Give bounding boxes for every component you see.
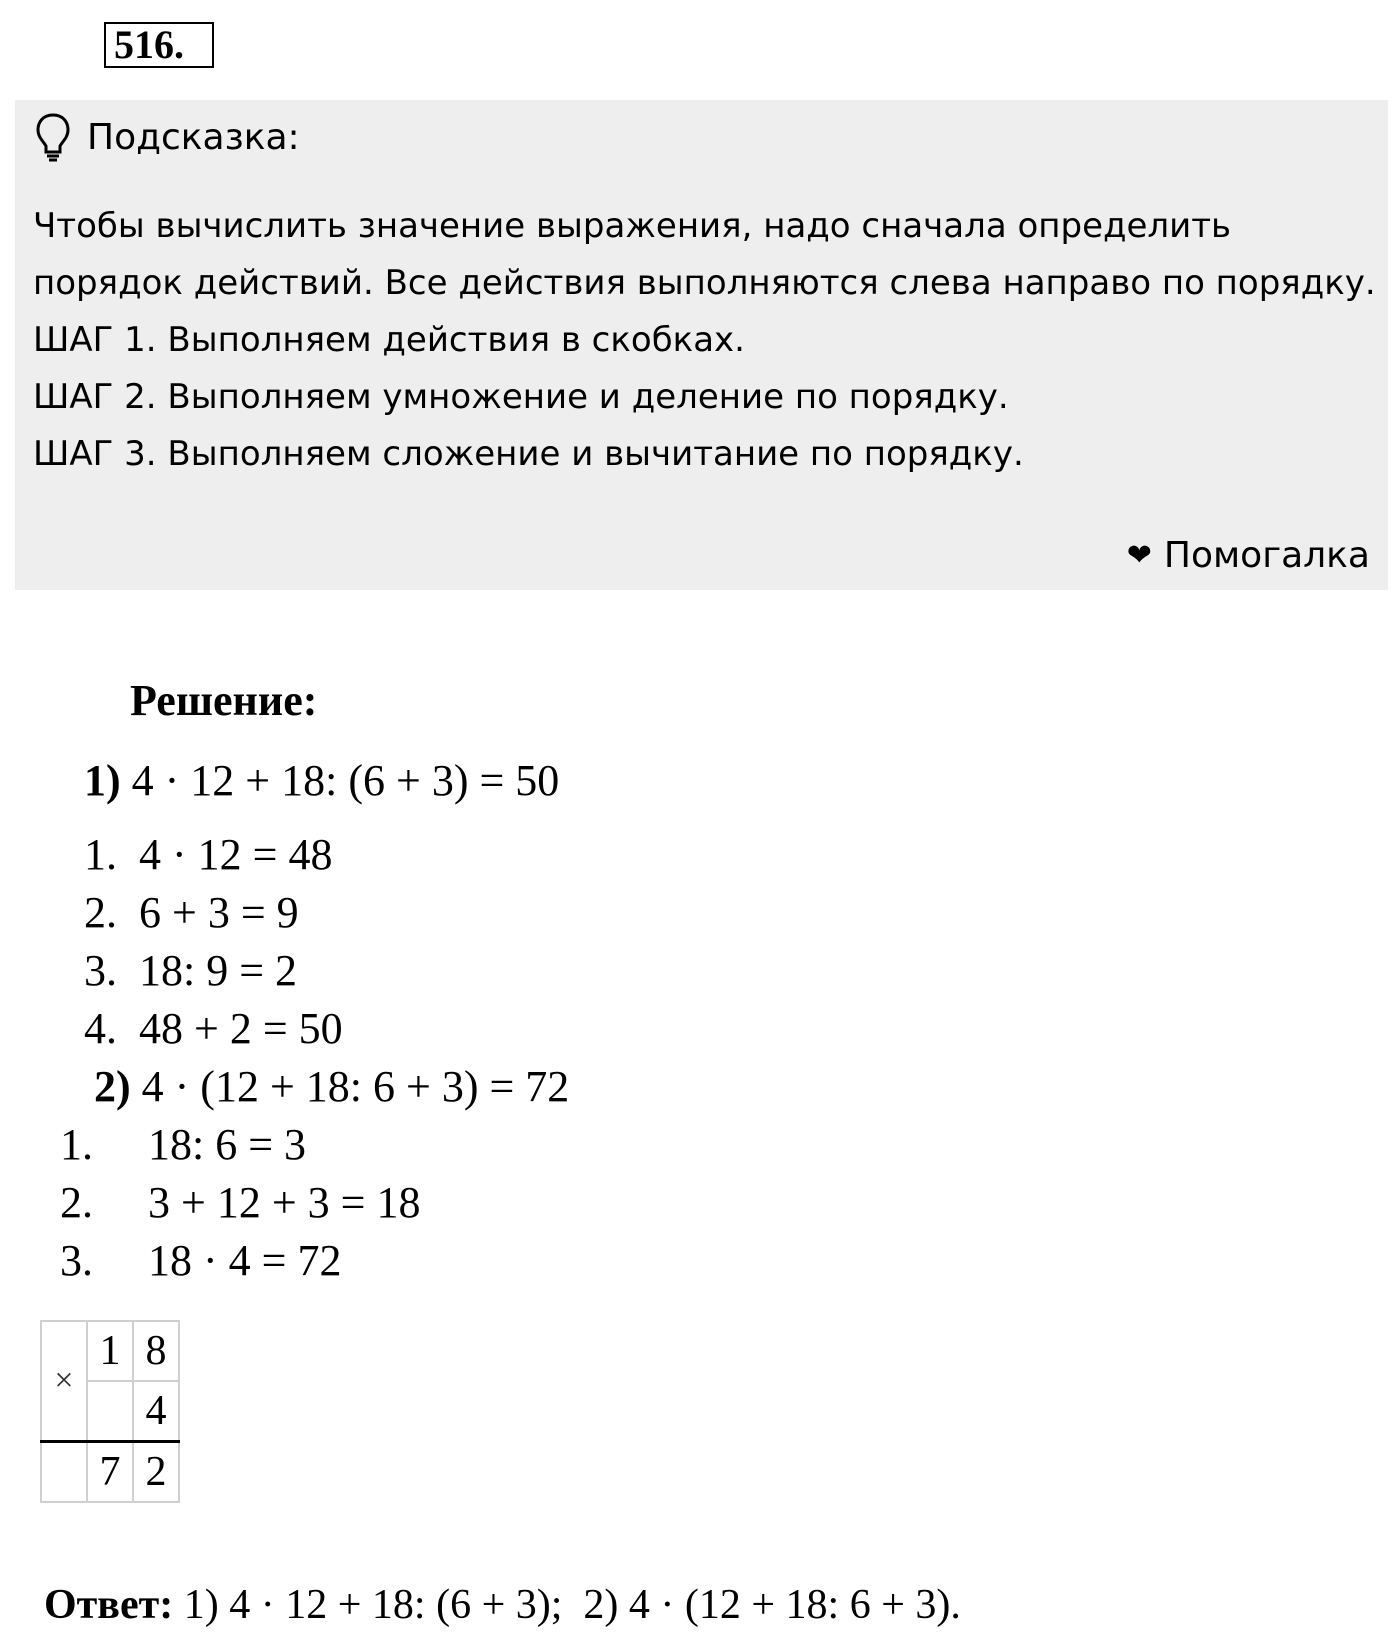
hint-step-1 — [33, 312, 1378, 369]
hint-body — [33, 198, 1378, 483]
grid-cell — [41, 1442, 87, 1503]
times-sign: × — [41, 1321, 87, 1442]
part1-step: 3. 18: 9 = 2 — [84, 946, 298, 995]
grid-cell — [87, 1381, 133, 1442]
part1-expr: 4 · 12 + 18: (6 + 3) = 50 — [120, 756, 560, 805]
part1-step: 4. 48 + 2 = 50 — [84, 1004, 343, 1053]
part2-expression — [94, 1062, 569, 1112]
part2-step: 3. 18 · 4 = 72 — [60, 1236, 342, 1285]
step-label: ШАГ 3. — [33, 434, 157, 474]
part1-step: 1. 4 · 12 = 48 — [84, 830, 333, 879]
part1-step: 2. 6 + 3 = 9 — [84, 888, 299, 937]
hint-title-text: Подсказка: — [87, 117, 300, 158]
brand-name: Помогалка — [1163, 535, 1370, 576]
step-text: Выполняем сложение и вычитание по порядку. — [156, 434, 1024, 474]
step-label: ШАГ 2. — [33, 377, 157, 417]
part1-expression — [84, 756, 559, 806]
hint-title — [35, 112, 300, 164]
grid-cell: 4 — [133, 1381, 179, 1442]
grid-cell: 7 — [87, 1442, 133, 1503]
heart-icon: ❤ — [1126, 538, 1152, 573]
solution-heading: Решение: — [130, 676, 318, 725]
step-label: ШАГ 1. — [33, 320, 157, 360]
grid-cell: 8 — [133, 1321, 179, 1381]
part2-step: 1. 18: 6 = 3 — [60, 1120, 307, 1169]
answer-label: Ответ: — [44, 1582, 174, 1628]
part2-label: 2) — [94, 1062, 131, 1111]
answer — [44, 1580, 961, 1630]
bulb-icon — [35, 112, 71, 164]
grid-cell: 1 — [87, 1321, 133, 1381]
grid-cell: 2 — [133, 1442, 179, 1503]
part1-label: 1) — [84, 756, 121, 805]
answer-text: 1) 4 · 12 + 18: (6 + 3); 2) 4 · (12 + 18: 6 + 3). — [173, 1582, 961, 1628]
hint-box — [15, 100, 1388, 590]
part2-expr: 4 · (12 + 18: 6 + 3) = 72 — [130, 1062, 570, 1111]
multiplication-grid — [40, 1320, 180, 1503]
step-text: Выполняем умножение и деление по порядку. — [156, 377, 1009, 417]
part2-step: 2. 3 + 12 + 3 = 18 — [60, 1178, 421, 1227]
hint-step-3 — [33, 426, 1378, 483]
step-text: Выполняем действия в скобках. — [156, 320, 745, 360]
hint-paragraph: Чтобы вычислить значение выражения, надо сначала определить порядок действий. Все действия выполняются слева направо по порядку. — [33, 206, 1376, 303]
problem-number: 516. — [104, 22, 214, 68]
hint-step-2 — [33, 369, 1378, 426]
brand — [1127, 530, 1370, 582]
